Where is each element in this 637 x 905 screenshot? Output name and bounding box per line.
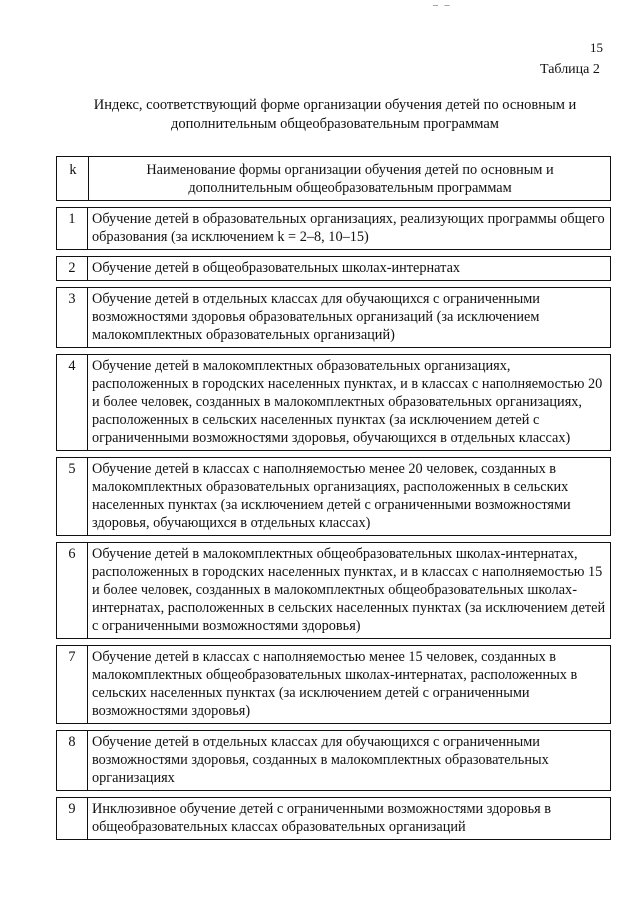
table-row [56,354,611,451]
row-index: 1 [56,207,88,250]
row-text: Обучение детей в малокомплектных образовательных организациях, расположенных в городских населенных пунктах, и в классах с наполняемостью 20 и более человек, созданных в малокомплектных образовательных организациях, расположенных в сельских населенных пунктах (за исключением детей с ограниченными возможностями здоровья, обучающихся в отдельных классах) [88,354,611,451]
row-index: 3 [56,287,88,348]
table-row [56,645,611,724]
row-text: Обучение детей в отдельных классах для обучающихся с ограниченными возможностями здоровья образовательных организаций (за исключением малокомплектных образовательных организаций) [88,287,611,348]
table-header-row [56,156,611,201]
row-index: 4 [56,354,88,451]
header-k: k [56,156,88,201]
table-row [56,730,611,791]
row-index: 7 [56,645,88,724]
table-label: Таблица 2 [540,62,600,77]
table-row [56,797,611,840]
table-row [56,287,611,348]
forms-table [56,150,611,846]
row-text: Обучение детей в классах с наполняемостью менее 15 человек, созданных в малокомплектных общеобразовательных школах-интернатах, расположенных в сельских населенных пунктах (за исключением детей с ограниченными возможностями здоровья) [88,645,611,724]
table-row [56,207,611,250]
row-text: Обучение детей в малокомплектных общеобразовательных школах-интернатах, расположенных в городских населенных пунктах, и в классах с наполняемостью 15 и более человек, созданных в малокомплектных общеобразовательных школах-интернатах, расположенных в сельских населенных пунктах (за исключением детей с ограниченными возможностями здоровья) [88,542,611,639]
row-index: 6 [56,542,88,639]
page-number: 15 [590,40,603,55]
row-index: 2 [56,256,88,281]
top-mark: – – [433,0,452,11]
table-row [56,457,611,536]
row-index: 5 [56,457,88,536]
table-row [56,256,611,281]
row-index: 9 [56,797,88,840]
row-text: Обучение детей в отдельных классах для обучающихся с ограниченными возможностями здоровья, созданных в малокомплектных образовательных организациях [88,730,611,791]
row-index: 8 [56,730,88,791]
header-name: Наименование формы организации обучения детей по основным и дополнительным общеобразовательным программам [88,156,611,201]
row-text: Инклюзивное обучение детей с ограниченными возможностями здоровья в общеобразовательных классах образовательных организаций [88,797,611,840]
row-text: Обучение детей в общеобразовательных школах-интернатах [88,256,611,281]
table-row [56,542,611,639]
document-title: Индекс, соответствующий форме организации обучения детей по основным и дополнительным общеобразовательным программам [93,97,577,132]
row-text: Обучение детей в классах с наполняемостью менее 20 человек, созданных в малокомплектных образовательных организациях, расположенных в сельских населенных пунктах (за исключением детей с ограниченными возможностями здоровья, обучающихся в отдельных классах) [88,457,611,536]
row-text: Обучение детей в образовательных организациях, реализующих программы общего образования (за исключением k = 2–8, 10–15) [88,207,611,250]
